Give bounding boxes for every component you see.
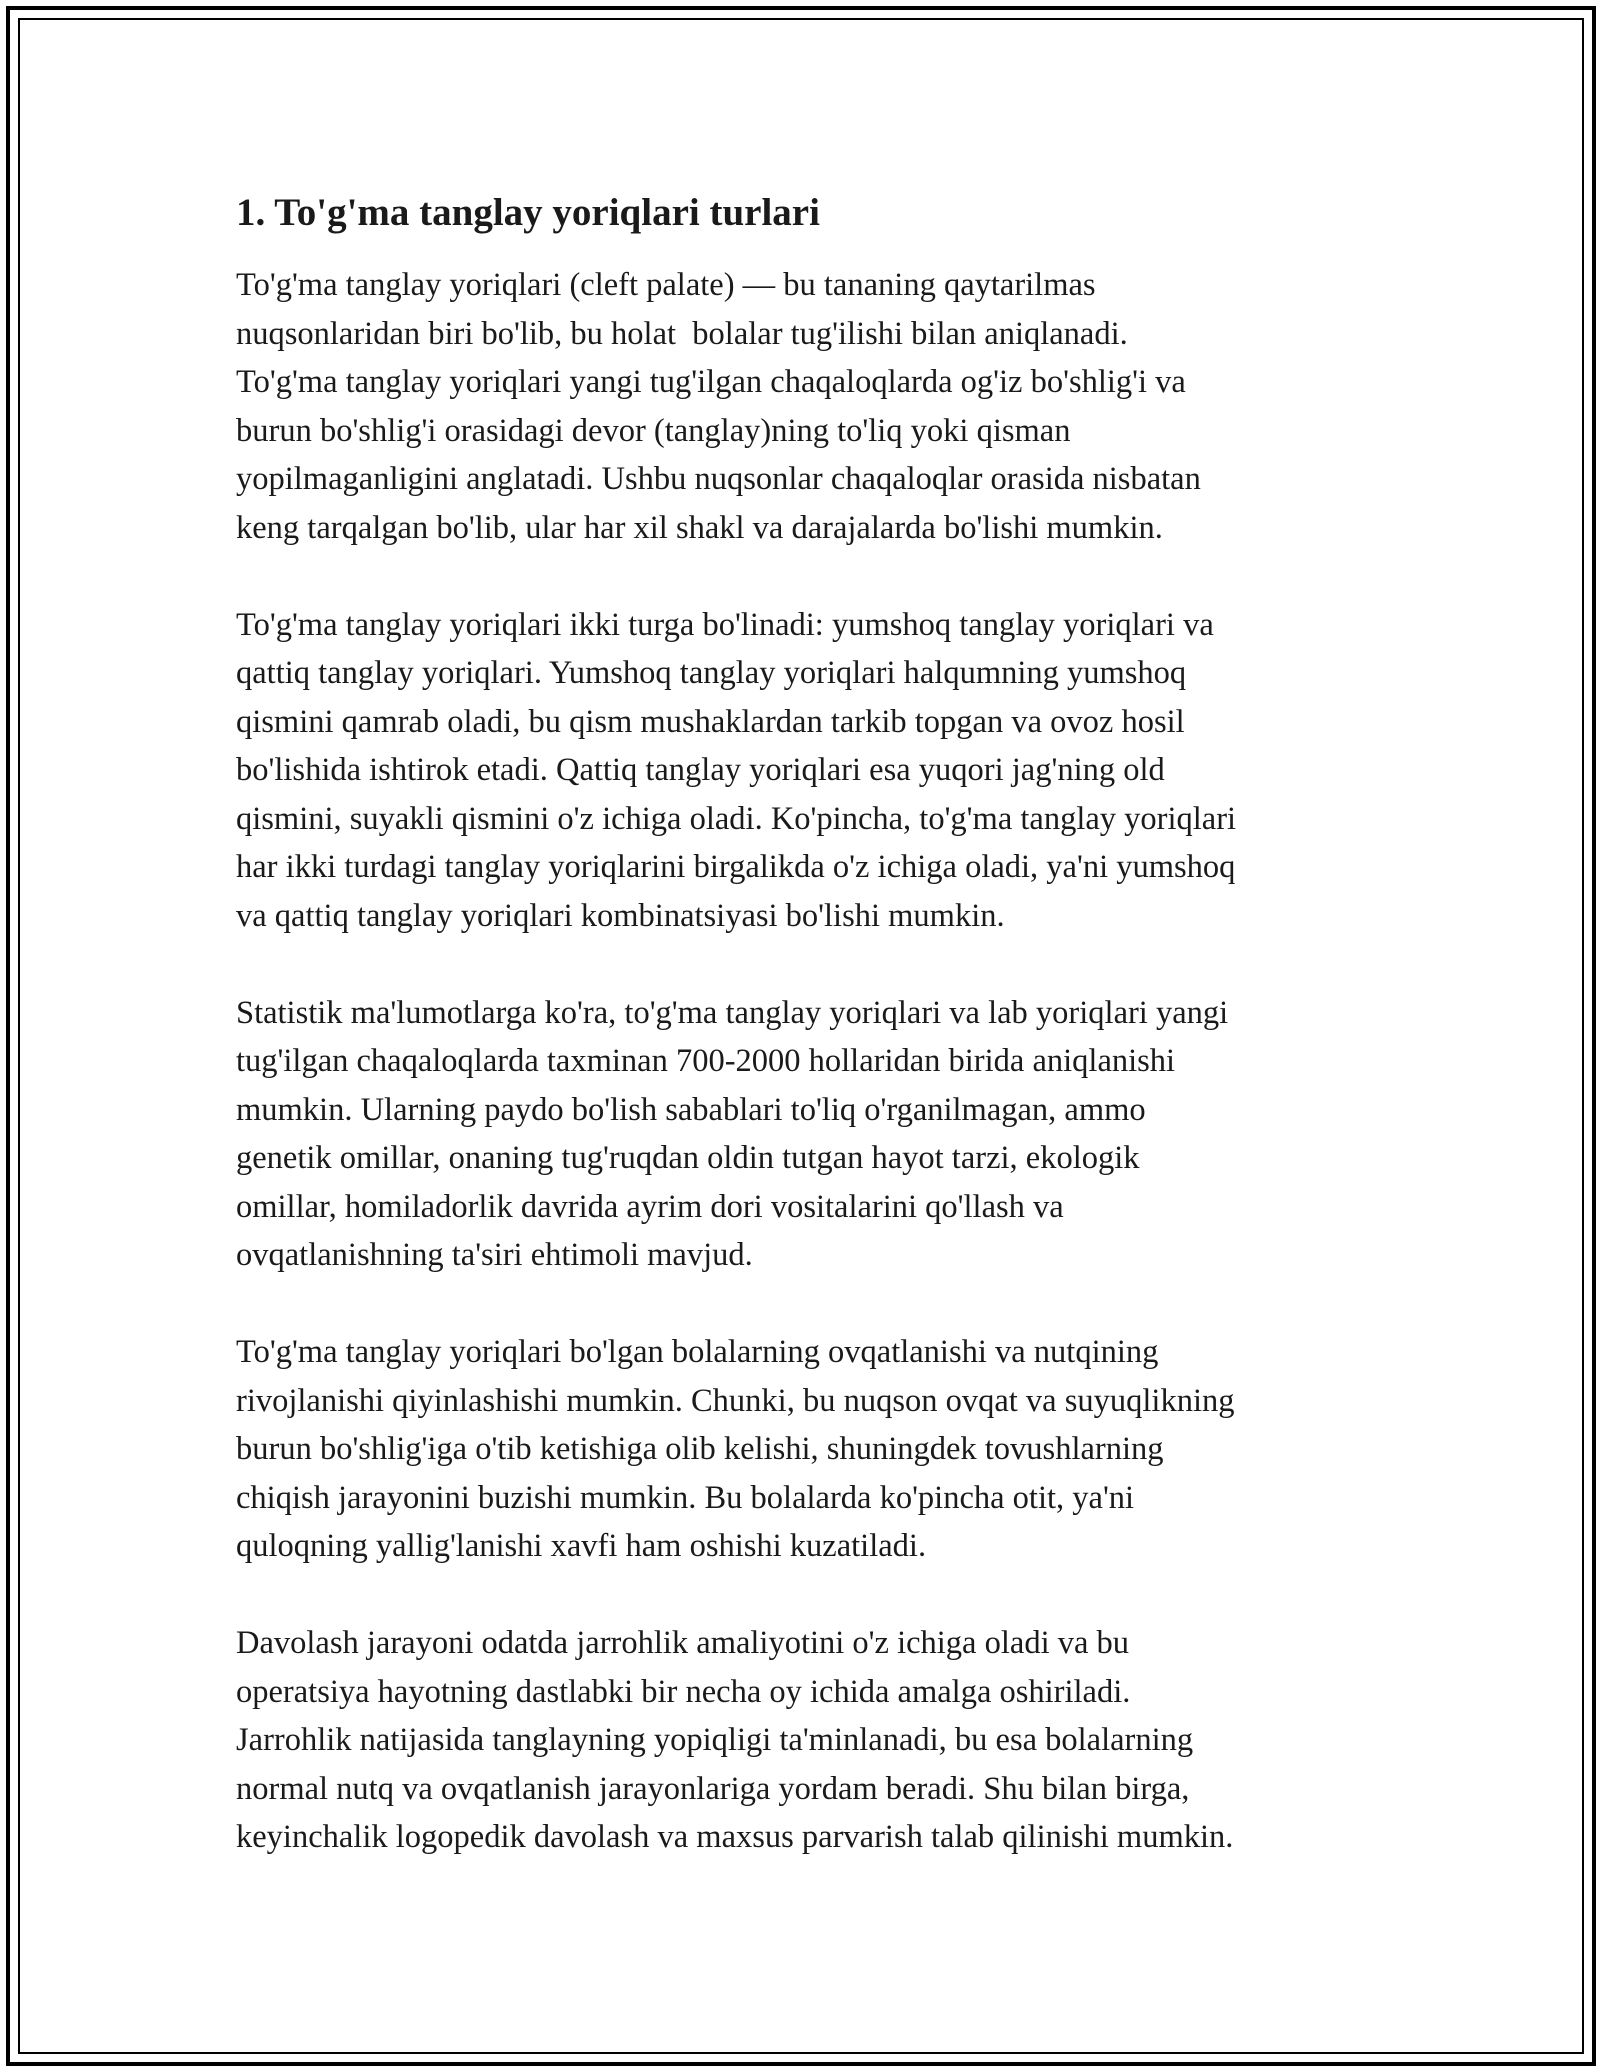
- section-heading: 1. To'g'ma tanglay yoriqlari turlari: [236, 191, 820, 234]
- text-line: nuqsonlaridan biri bo'lib, bu holat bolalar tug'ilishi bilan aniqlanadi.: [236, 315, 1128, 352]
- text-line: qattiq tanglay yoriqlari. Yumshoq tanglay yoriqlari halqumning yumshoq: [236, 655, 1187, 691]
- text-line: quloqning yallig'lanishi xavfi ham oshishi kuzatiladi.: [236, 1528, 927, 1564]
- text-line: qismini, suyakli qismini o'z ichiga oladi. Ko'pincha, to'g'ma tanglay yoriqlari: [236, 800, 1237, 837]
- text-line: keyinchalik logopedik davolash va maxsus parvarish talab qilinishi mumkin.: [236, 1819, 1234, 1855]
- text-line: rivojlanishi qiyinlashishi mumkin. Chunki, bu nuqson ovqat va suyuqlikning: [236, 1382, 1235, 1419]
- text-line: Statistik ma'lumotlarga ko'ra, to'g'ma tanglay yoriqlari va lab yoriqlari yangi: [236, 994, 1229, 1031]
- text-line: va qattiq tanglay yoriqlari kombinatsiyasi bo'lishi mumkin.: [236, 897, 1005, 934]
- text-line: To'g'ma tanglay yoriqlari yangi tug'ilgan chaqaloqlarda og'iz bo'shlig'i va: [236, 364, 1186, 400]
- text-line: To'g'ma tanglay yoriqlari ikki turga bo'linadi: yumshoq tanglay yoriqlari va: [236, 606, 1214, 643]
- text-line: ovqatlanishning ta'siri ehtimoli mavjud.: [236, 1237, 753, 1273]
- text-line: burun bo'shlig'iga o'tib ketishiga olib kelishi, shuningdek tovushlarning: [236, 1431, 1164, 1467]
- paragraph-4: [236, 1328, 1386, 1571]
- text-line: bo'lishida ishtirok etadi. Qattiq tanglay yoriqlari esa yuqori jag'ning old: [236, 752, 1165, 788]
- text-line: keng tarqalgan bo'lib, ular har xil shakl va darajalarda bo'lishi mumkin.: [236, 509, 1163, 546]
- text-line: Davolash jarayoni odatda jarrohlik amaliyotini o'z ichiga oladi va bu: [236, 1625, 1130, 1661]
- paragraph-5: [236, 1619, 1386, 1862]
- text-line: omillar, homiladorlik davrida ayrim dori vositalarini qo'llash va: [236, 1188, 1064, 1225]
- text-line: burun bo'shlig'i orasidagi devor (tanglay)ning to'liq yoki qisman: [236, 412, 1071, 449]
- text-line: mumkin. Ularning paydo bo'lish sabablari to'liq o'rganilmagan, ammo: [236, 1091, 1146, 1128]
- text-line: normal nutq va ovqatlanish jarayonlariga yordam beradi. Shu bilan birga,: [236, 1770, 1190, 1807]
- text-line: yopilmaganligini anglatadi. Ushbu nuqsonlar chaqaloqlar orasida nisbatan: [236, 461, 1201, 497]
- text-line: qismini qamrab oladi, bu qism mushaklardan tarkib topgan va ovoz hosil: [236, 703, 1185, 740]
- paragraph-2: [236, 601, 1386, 941]
- text-line: Jarrohlik natijasida tanglayning yopiqligi ta'minlanadi, bu esa bolalarning: [236, 1722, 1194, 1758]
- text-line: operatsiya hayotning dastlabki bir necha oy ichida amalga oshiriladi.: [236, 1673, 1131, 1710]
- document-body: [236, 185, 1386, 1910]
- text-line: To'g'ma tanglay yoriqlari (cleft palate) — bu tananing qaytarilmas: [236, 267, 1096, 303]
- text-line: genetik omillar, onaning tug'ruqdan oldin tutgan hayot tarzi, ekologik: [236, 1140, 1140, 1176]
- paragraph-3: [236, 989, 1386, 1280]
- paragraph-1: [236, 261, 1386, 552]
- text-line: har ikki turdagi tanglay yoriqlarini birgalikda o'z ichiga oladi, ya'ni yumshoq: [236, 849, 1236, 885]
- text-line: chiqish jarayonini buzishi mumkin. Bu bolalarda ko'pincha otit, ya'ni: [236, 1479, 1135, 1516]
- text-line: To'g'ma tanglay yoriqlari bo'lgan bolalarning ovqatlanishi va nutqining: [236, 1334, 1159, 1370]
- text-line: tug'ilgan chaqaloqlarda taxminan 700-2000 hollaridan birida aniqlanishi: [236, 1043, 1176, 1079]
